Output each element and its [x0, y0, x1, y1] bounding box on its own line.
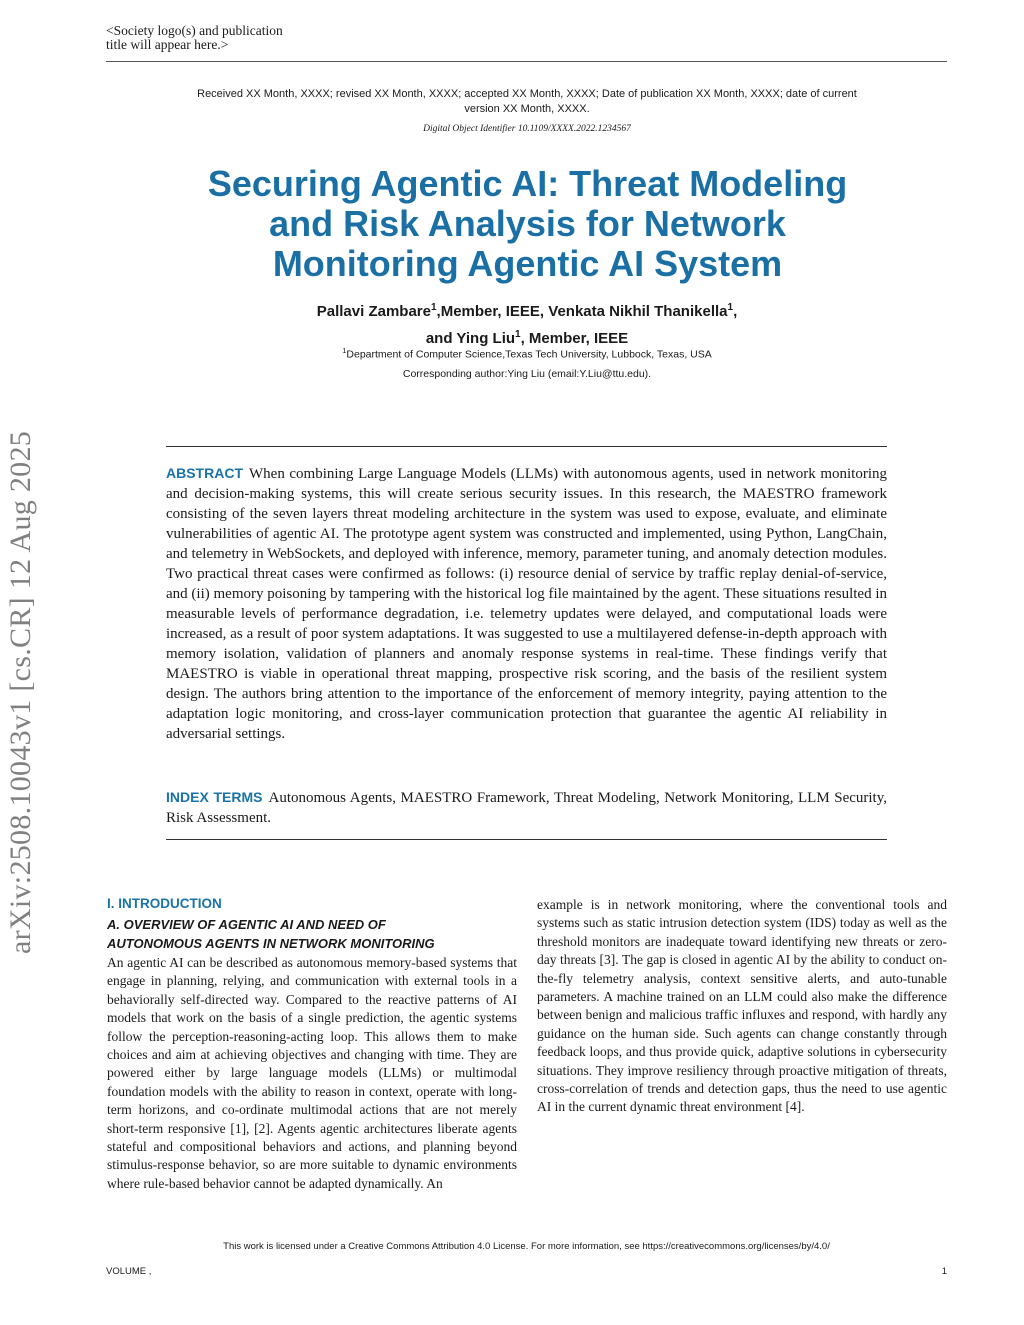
- subsection-heading: [107, 915, 517, 953]
- index-terms-text: Autonomous Agents, MAESTRO Framework, Threat Modeling, Network Monitoring, LLM Security, Risk Assessment.: [166, 790, 887, 826]
- author-list: [190, 296, 864, 350]
- doi-line: Digital Object Identifier 10.1109/XXXX.2022.1234567: [423, 124, 631, 134]
- abstract: [166, 463, 887, 744]
- society-line-2: title will appear here.>: [106, 37, 229, 52]
- author-conjunction: and: [425, 330, 457, 347]
- title-line-2: and Risk Analysis for Network: [269, 203, 786, 244]
- title-line-3: Monitoring Agentic AI System: [272, 243, 783, 284]
- subsection-line-1: A. OVERVIEW OF AGENTIC AI AND NEED OF: [107, 917, 386, 932]
- author-role: ,Member, IEEE,: [436, 303, 549, 320]
- index-terms: [166, 787, 887, 828]
- authors-line-1: [190, 296, 864, 323]
- affiliation-mark: 1: [342, 346, 347, 355]
- subsection-line-2: AUTONOMOUS AGENTS IN NETWORK MONITORING: [107, 936, 435, 951]
- abstract-label: ABSTRACT: [166, 465, 243, 481]
- society-placeholder: [106, 24, 366, 52]
- abstract-bottom-rule: [166, 839, 887, 840]
- paper-title: [120, 164, 935, 284]
- author-name: Pallavi Zambare: [316, 303, 431, 320]
- author-role: ,: [733, 303, 738, 320]
- received-dates: Received XX Month, XXXX; revised XX Month, XXXX; accepted XX Month, XXXX; Date of publication XX Month, XXXX; date of current version XX Month, XXXX.: [197, 88, 857, 115]
- intro-paragraph-right: example is in network monitoring, where the conventional tools and systems such as static intrusion detection system (IDS) today as well as the threshold monitors are inadequate toward identifying new threats or zero-day threats [3]. The gap is closed in agentic AI by the ability to conduct on-the-fly telemetry analysis, context sensitive alerts, and auto-tunable parameters. A machine trained on an LLM could also make the difference between benign and malicious traffic influxes and respond, with hardly any guidance on the human side. Such agents can change constantly through feedback loops, and thus provide quick, adaptive solutions in cybersecurity situations. They improve resiliency through proactive mitigation of threats, cross-correlation of trends and detection gaps, thus the need to use agentic AI in the current dynamic threat environment [4].: [537, 897, 947, 1115]
- corresponding-author: Corresponding author:Ying Liu (email:Y.Liu@ttu.edu).: [402, 368, 652, 380]
- title-line-1: Securing Agentic AI: Threat Modeling: [207, 163, 848, 204]
- author-role: , Member, IEEE: [520, 330, 629, 347]
- index-terms-label: INDEX TERMS: [166, 789, 263, 805]
- section-heading: I. INTRODUCTION: [107, 896, 222, 911]
- author-name: Venkata Nikhil Thanikella: [548, 303, 728, 320]
- society-line-1: <Society logo(s) and publication: [106, 23, 283, 38]
- right-column: [537, 895, 947, 1117]
- affiliation-text: Department of Computer Science,Texas Tech University, Lubbock, Texas, USA: [346, 348, 712, 361]
- left-column: [107, 895, 517, 1193]
- author-affil-mark: 1: [515, 329, 521, 340]
- page-number: 1: [941, 1266, 947, 1277]
- author-name: Ying Liu: [456, 330, 516, 347]
- abstract-top-rule: [166, 446, 887, 447]
- license-notice: This work is licensed under a Creative Commons Attribution 4.0 License. For more information, see https://creativecommons.org/licenses/by/4.0/: [223, 1241, 830, 1252]
- abstract-text: When combining Large Language Models (LLMs) with autonomous agents, used in network monitoring and decision-making systems, this will create serious security issues. In this research, the MAESTRO framework consisting of the seven layers threat modeling architecture in the system was used to expose, evaluate, and eliminate vulnerabilities of agentic AI. The prototype agent system was constructed and implemented, using Python, LangChain, and telemetry in WebSockets, and deployed with inference, memory, parameter tuning, and anomaly detection modules. Two practical threat cases were confirmed as follows: (i) resource denial of service by traffic replay denial-of-service, and (ii) memory poisoning by tampering with the historical log file maintained by the agent. These situations resulted in measurable levels of performance degradation, i.e. telemetry updates were delayed, and computational loads were increased, as a result of poor system adaptations. It was suggested to use a multilayered defense-in-depth approach with memory isolation, validation of planners and anomaly response systems in real-time. These findings verify that MAESTRO is viable in operational threat mapping, prospective risk scoring, and the basis of the resilient system design. The authors bring attention to the importance of the enforcement of memory integrity, paying attention to the adaptation logic monitoring, and cross-layer communication protection that guarantee the agentic AI reliability in adversarial settings.: [166, 466, 887, 742]
- author-affil-mark: 1: [430, 302, 437, 313]
- volume-label: VOLUME ,: [106, 1266, 152, 1277]
- arxiv-stamp: arXiv:2508.10043v1 [cs.CR] 12 Aug 2025: [4, 430, 37, 954]
- affiliation: [190, 346, 864, 361]
- header-rule: [106, 61, 947, 62]
- author-affil-mark: 1: [727, 302, 734, 313]
- intro-paragraph-left: An agentic AI can be described as autonomous memory-based systems that engage in planning, relying, and communication with external tools in a behaviorally self-directed way. Compared to the reactive patterns of AI models that work on the basis of a single prediction, the agentic systems follow the perception-reasoning-acting loop. This allows them to make choices and aim at achieving objectives and changing with time. They are powered either by large language models (LLMs) or multimodal foundation models with the ability to reason in context, operate with long-term horizons, and co-ordinate multimodal actions that are not merely short-term responsive [1], [2]. Agents agentic architectures liberate agents stateful and compositional behaviors and actions, and planning beyond stimulus-response behavior, so are more suitable to dynamic environments where rule-based behavior cannot be adapted dynamically. An: [107, 955, 517, 1191]
